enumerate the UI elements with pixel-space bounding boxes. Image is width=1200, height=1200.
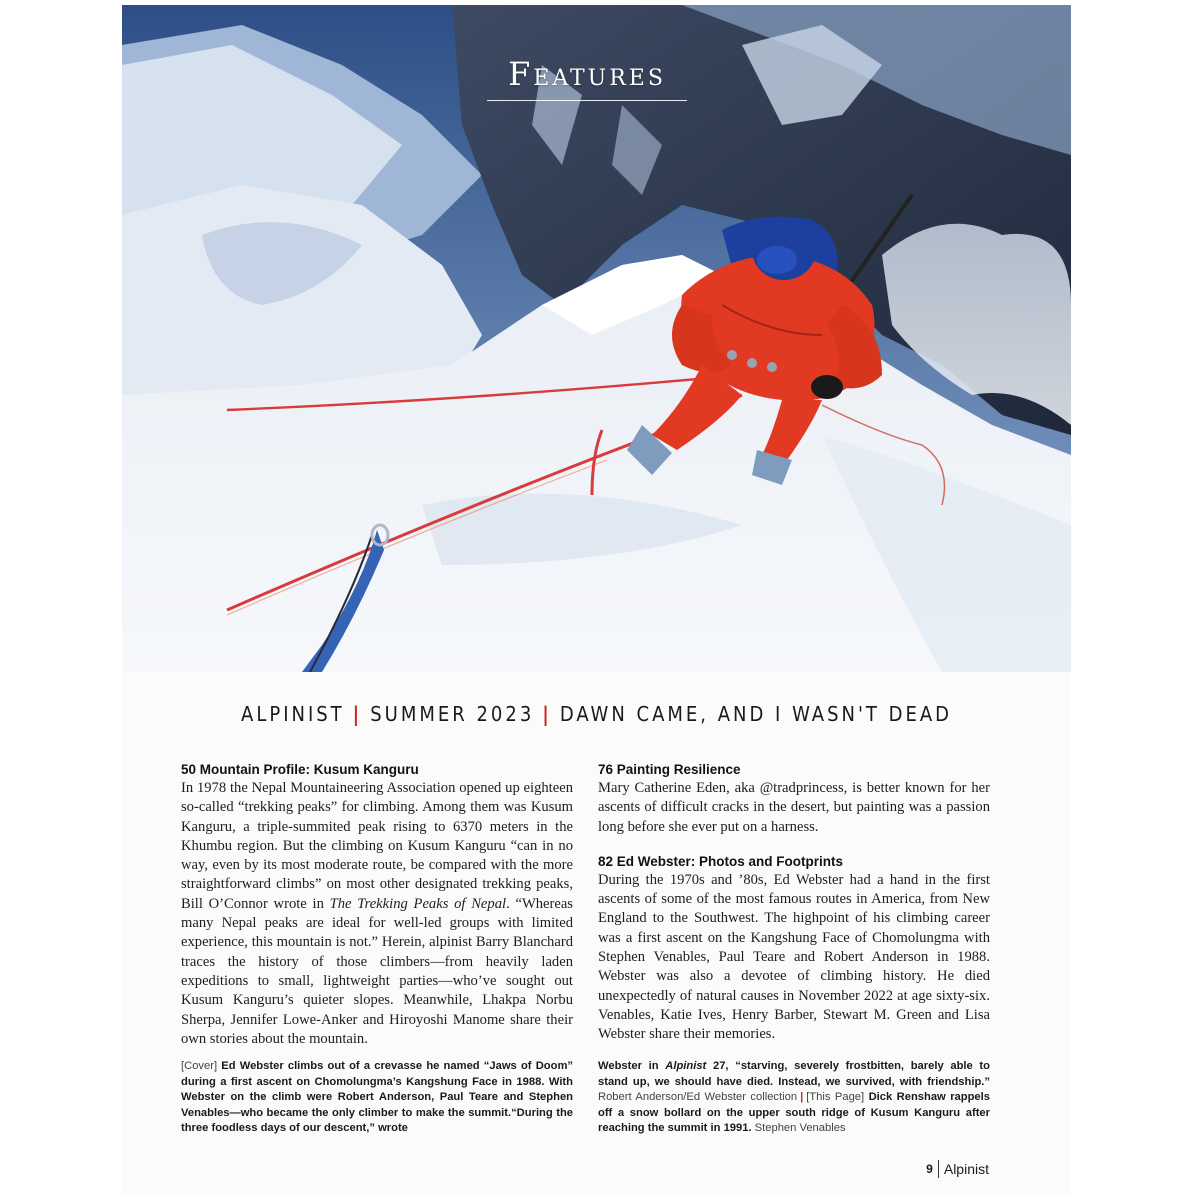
footer-divider [938,1160,939,1178]
feature-entry [598,854,990,1045]
caption-separator: | [800,1091,804,1104]
photo-credit: Stephen Venables [751,1122,846,1135]
feature-text: Mary Catherine Eden, aka @tradprincess, is better known for her ascents of difficult cracks in the desert, but painting was a passion long before she ever put on a harness. [598,780,990,835]
caption-tag: [This Page] [806,1091,865,1104]
feature-entry [598,762,990,837]
page-footer [926,1160,989,1178]
headline-separator: | [352,702,363,726]
feature-entry [181,762,573,1049]
magazine-page [122,5,1071,1195]
headline-issue: SUMMER 2023 [370,702,535,726]
feature-title: 50 Mountain Profile: Kusum Kanguru [181,762,419,777]
feature-text: During the 1970s and ’80s, Ed Webster had a hand in the first ascents of some of the most famous routes in America, from New England to the Southwest. The highpoint of his climbing career was a first ascent on the Kangshung Face of Chomolungma with Stephen Venables, Paul Teare and Robert Anderson in 1988. Webster was also a devotee of climbing history. He died unexpectedly of natural causes in November 2022 at age sixty-six. Venables, Katie Ives, Henry Barber, Stewart M. Green and Lisa Webster share their memories. [598,871,990,1043]
feature-title: 76 Painting Resilience [598,762,741,777]
photo-caption-right: Webster in Alpinist 27, “starving, severely frostbitten, barely able to stand up, we should have died. Instead, we survived, with friendship.” Robert Anderson/Ed Webster collection | [This Page] Dick Renshaw rappels off a snow bollard on the upper south ridge of Kusum Kanguru after reaching the summit in 1991. Stephen Venables [598,1060,990,1135]
feature-title: 82 Ed Webster: Photos and Footprints [598,853,844,869]
headline-title: DAWN CAME, AND I WASN'T DEAD [559,702,952,726]
headline-publication: ALPINIST [241,702,345,726]
feature-text: In 1978 the Nepal Mountaineering Association opened up eighteen so-called “trekking peaks” for climbing. Among them was Kusum Kanguru, a triple-summited peak rising to 6370 meters in the Khumbu region. But the climbing on Kusum Kanguru “can in no way, even by its most moderate route, be compared with the more straightforward climbs” on most other designated trekking peaks, Bill O’Connor wrote in The Trekking Peaks of Nepal. “Whereas many Nepal peaks are ideal for well-led groups with limited experience, this mountain is not.” Herein, alpinist Barry Blanchard traces the history of those climbers—from heavily laden expeditions to small, lightweight parties—who’ve sought out Kusum Kanguru’s quieter slopes. Meanwhile, Lhakpa Norbu Sherpa, Jennifer Lowe-Anker and Hiroyoshi Manome share their own stories about the mountain. [181,780,573,1047]
cover-photo [122,5,1071,672]
section-label: Features [508,55,666,93]
magazine-name: Alpinist [665,1060,707,1072]
headline-separator: | [542,702,552,726]
book-title: The Trekking Peaks of Nepal [329,895,507,912]
footer-magazine: Alpinist [943,1161,989,1177]
photo-caption-left [181,1059,573,1137]
caption-text: Dick Renshaw rappels off a snow bollard on the upper south ridge of Kusum Kanguru after reaching the summit in 1991. [598,1091,990,1135]
climber-photo-illustration [122,5,1071,672]
right-column [598,762,990,1045]
left-column [181,762,573,1049]
caption-tag: [Cover] [181,1060,218,1072]
headline [122,702,1071,726]
section-label-rule [487,100,687,101]
caption-text: Ed Webster climbs out of a crevasse he named “Jaws of Doom” during a first ascent on Chomolungma’s Kangshung Face in 1988. With Webster on the climb were Robert Anderson, Paul Teare and Stephen Venables—who became the only climber to make the summit.“During the three foodless days of our descent,” wrote [181,1060,573,1135]
photo-credit: Robert Anderson/Ed Webster collection [598,1091,798,1104]
page-number: 9 [926,1162,933,1176]
